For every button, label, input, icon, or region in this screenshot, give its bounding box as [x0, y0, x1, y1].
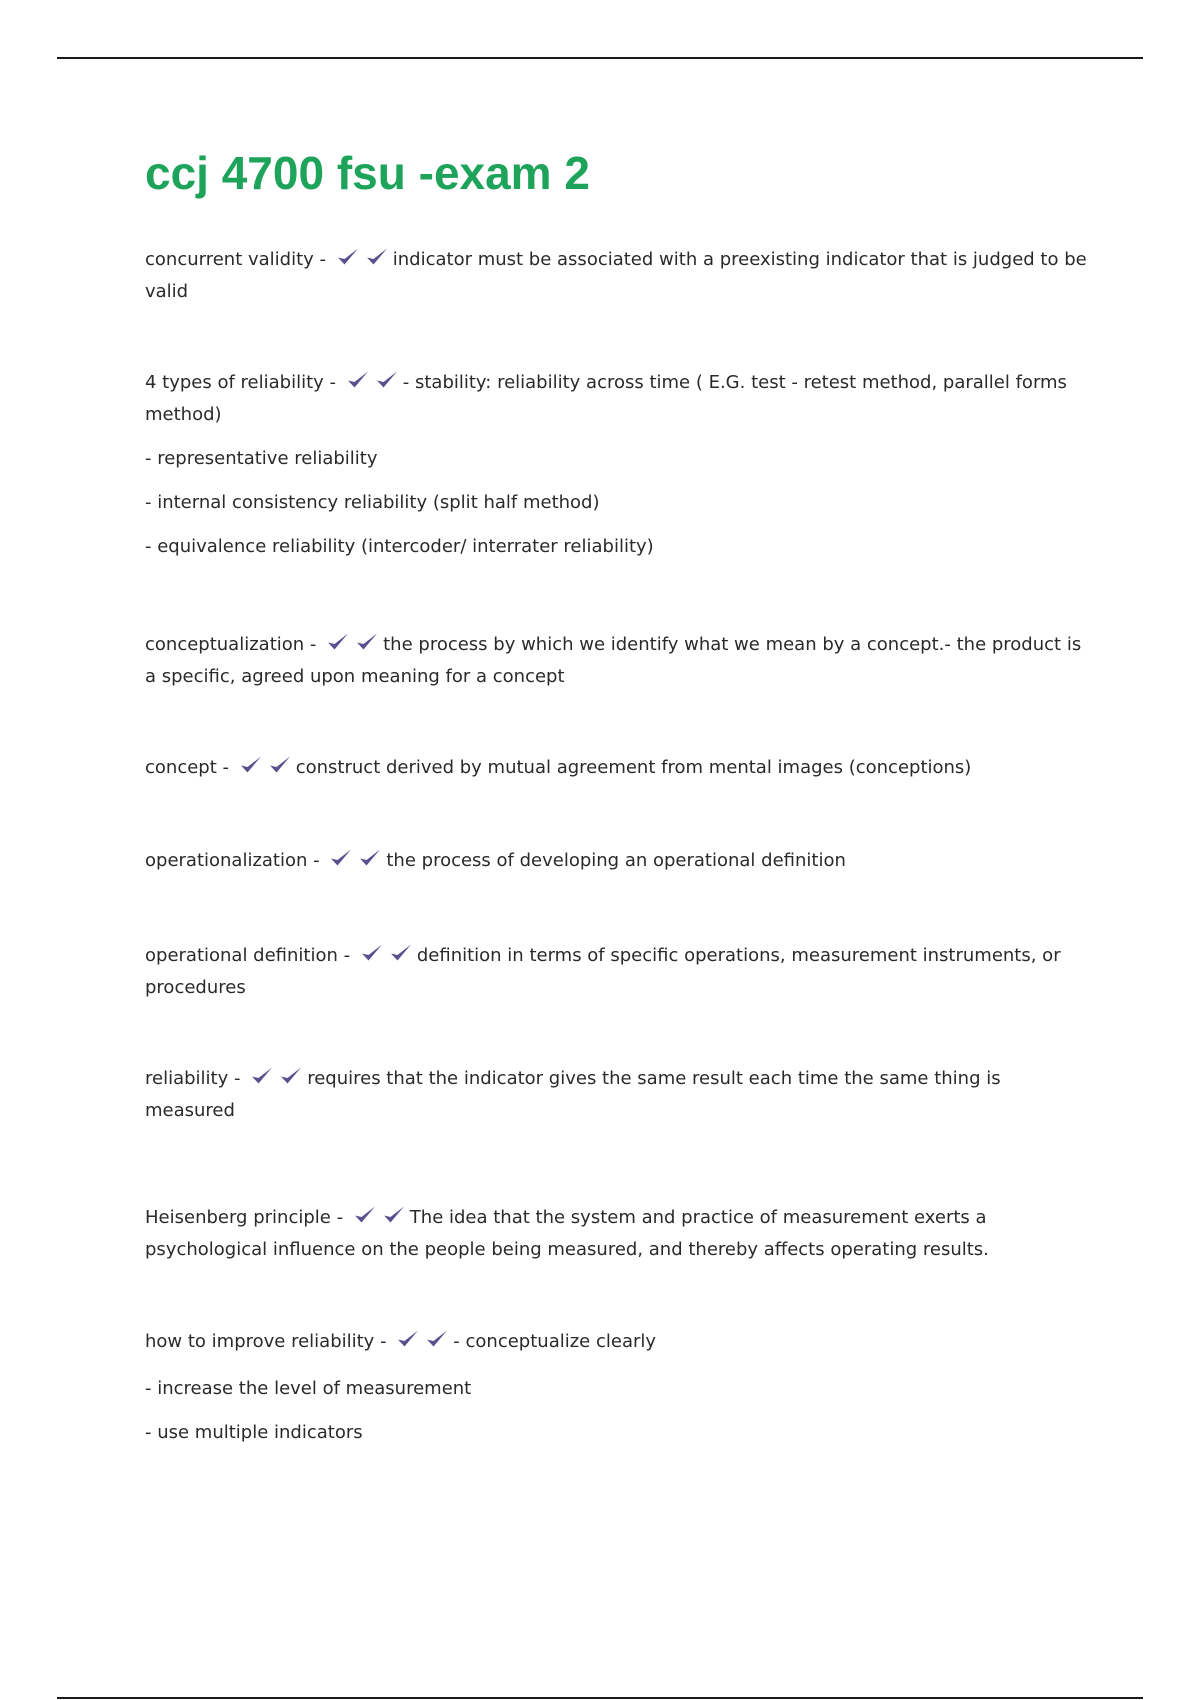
entry-extra-line: - representative reliability	[145, 448, 378, 469]
double-check-icon	[250, 1065, 305, 1096]
entry-term: Heisenberg principle	[145, 1207, 331, 1228]
entry-main-line	[145, 1064, 1090, 1125]
flashcard-entry	[145, 368, 1090, 561]
double-check-icon	[353, 1204, 408, 1235]
entry-extra-line: - equivalence reliability (intercoder/ interrater reliability)	[145, 536, 654, 557]
check-icon	[329, 847, 353, 869]
check-icon	[346, 369, 370, 391]
entry-term: concept	[145, 757, 217, 778]
double-check-icon	[360, 942, 415, 973]
entry-extra-line: - increase the level of measurement	[145, 1378, 472, 1399]
check-icon	[358, 847, 382, 869]
entry-main-line	[145, 368, 1090, 429]
entry-main-line	[145, 846, 1090, 878]
entry-definition: indicator must be associated with a preexisting indicator that is judged to be valid	[145, 249, 1087, 302]
term-separator: -	[330, 1207, 349, 1228]
double-check-icon	[346, 369, 401, 400]
entry-term: concurrent validity	[145, 249, 314, 270]
entry-term: operationalization	[145, 850, 308, 871]
check-icon	[279, 1065, 303, 1087]
entry-term: 4 types of reliability	[145, 372, 324, 393]
entry-definition: - conceptualize clearly	[453, 1331, 657, 1352]
footer-rule	[57, 1697, 1143, 1699]
term-separator: -	[304, 634, 323, 655]
entry-term: how to improve reliability	[145, 1331, 375, 1352]
entry-term: conceptualization	[145, 634, 305, 655]
flashcard-entry	[145, 941, 1090, 1002]
flashcard-entry	[145, 753, 1090, 785]
entry-definition: - stability: reliability across time ( E.G. test - retest method, parallel forms method)	[145, 372, 1067, 425]
check-icon	[425, 1328, 449, 1350]
flashcard-entry	[145, 245, 1090, 306]
double-check-icon	[336, 246, 391, 277]
entry-main-line	[145, 753, 1090, 785]
entry-term: operational definition	[145, 945, 338, 966]
term-separator: -	[337, 945, 356, 966]
page-title: ccj 4700 fsu -exam 2	[145, 147, 590, 199]
flashcard-entry	[145, 846, 1090, 878]
double-check-icon	[326, 631, 381, 662]
entry-main-line	[145, 245, 1090, 306]
entry-main-line	[145, 941, 1090, 1002]
entry-extra-line: - use multiple indicators	[145, 1422, 363, 1443]
term-separator: -	[313, 249, 332, 270]
entry-main-line	[145, 630, 1090, 691]
double-check-icon	[239, 754, 294, 785]
term-separator: -	[216, 757, 235, 778]
check-icon	[360, 942, 384, 964]
check-icon	[268, 754, 292, 776]
header-rule	[57, 57, 1143, 59]
entry-main-line	[145, 1203, 1090, 1264]
double-check-icon	[329, 847, 384, 878]
entry-definition: requires that the indicator gives the same result each time the same thing is measured	[145, 1068, 1001, 1121]
flashcard-entry	[145, 1064, 1090, 1125]
flashcard-entry	[145, 1203, 1090, 1264]
check-icon	[239, 754, 263, 776]
entry-definition: construct derived by mutual agreement from mental images (conceptions)	[295, 757, 972, 778]
check-icon	[250, 1065, 274, 1087]
entry-definition: the process of developing an operational definition	[386, 850, 846, 871]
check-icon	[375, 369, 399, 391]
entry-definition: the process by which we identify what we mean by a concept.- the product is a specific, agreed upon meaning for a concept	[145, 634, 1082, 687]
term-separator: -	[374, 1331, 393, 1352]
term-separator: -	[228, 1068, 247, 1089]
entry-definition: The idea that the system and practice of measurement exerts a psychological influence on the people being measured, and thereby affects operating results.	[145, 1207, 989, 1260]
term-separator: -	[323, 372, 342, 393]
check-icon	[355, 631, 379, 653]
double-check-icon	[396, 1328, 451, 1359]
term-separator: -	[307, 850, 326, 871]
check-icon	[389, 942, 413, 964]
check-icon	[336, 246, 360, 268]
check-icon	[382, 1204, 406, 1226]
check-icon	[365, 246, 389, 268]
check-icon	[353, 1204, 377, 1226]
entry-extra-line: - internal consistency reliability (split half method)	[145, 492, 600, 513]
check-icon	[396, 1328, 420, 1350]
entry-main-line	[145, 1327, 1090, 1359]
entry-term: reliability	[145, 1068, 229, 1089]
flashcard-entry	[145, 1327, 1090, 1447]
flashcard-entry	[145, 630, 1090, 691]
check-icon	[326, 631, 350, 653]
entry-definition: definition in terms of specific operations, measurement instruments, or procedures	[145, 945, 1061, 998]
